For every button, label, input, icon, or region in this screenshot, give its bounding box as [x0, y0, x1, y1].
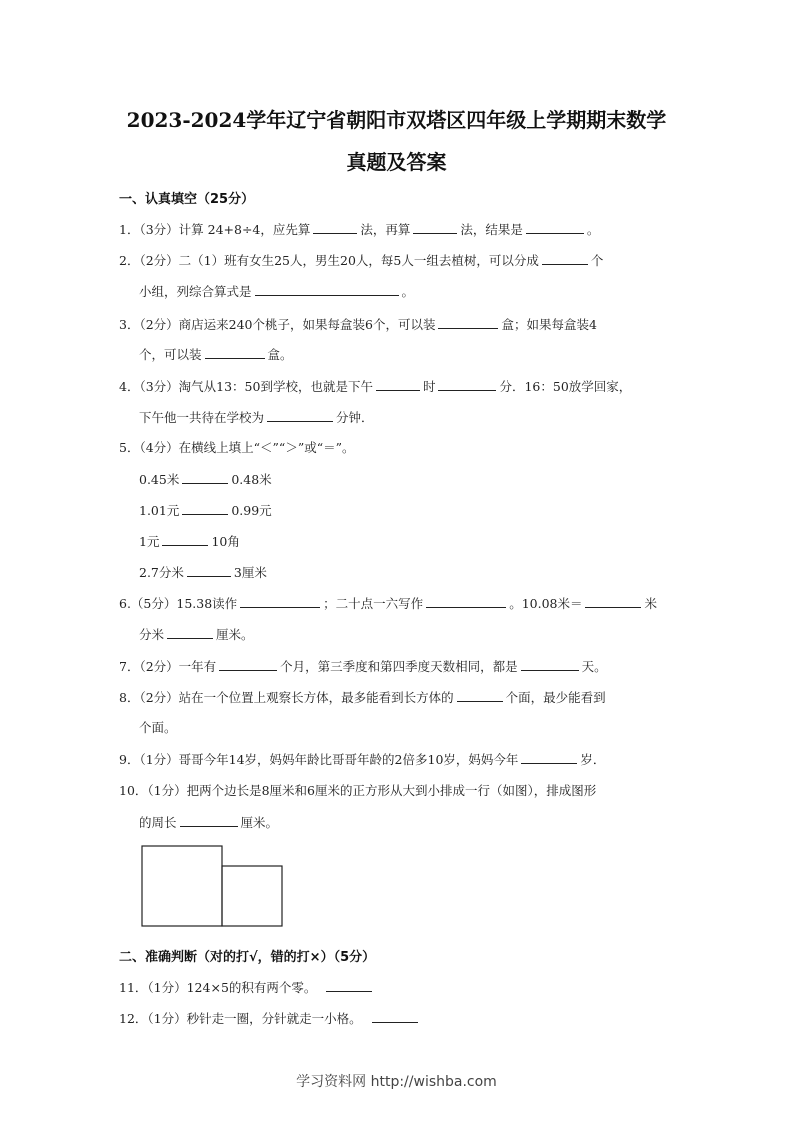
answer-blank[interactable] — [267, 407, 333, 422]
q6-text: ；二十点一六写作 — [323, 596, 424, 611]
question-2 — [119, 250, 603, 269]
answer-blank[interactable] — [162, 531, 208, 546]
q12-text: 12．（1分）秒针走一圈，分针就走一小格。 — [119, 1011, 362, 1026]
question-5-row-2 — [139, 500, 272, 519]
q6-text: 厘米。 — [216, 627, 254, 642]
q3-text: 盒；如果每盒装4 — [501, 317, 597, 332]
answer-blank[interactable] — [326, 977, 372, 992]
answer-blank[interactable] — [521, 656, 579, 671]
answer-blank[interactable] — [438, 314, 498, 329]
large-square — [142, 846, 222, 926]
answer-blank[interactable] — [182, 469, 228, 484]
answer-blank[interactable] — [585, 593, 641, 608]
answer-blank[interactable] — [180, 812, 238, 827]
q10-text: 的周长 — [139, 815, 177, 830]
answer-blank[interactable] — [526, 219, 584, 234]
answer-blank[interactable] — [182, 500, 228, 515]
q2-text: 小组，列综合算式是 — [139, 284, 252, 299]
answer-blank[interactable] — [376, 376, 420, 391]
q5-text: 0.99元 — [231, 503, 272, 518]
answer-blank[interactable] — [457, 687, 503, 702]
q2-text: 2．（2分）二（1）班有女生25人，男生20人，每5人一组去植树，可以分成 — [119, 253, 539, 268]
q6-text: 米 — [644, 596, 657, 611]
q3-text: 个，可以装 — [139, 347, 202, 362]
answer-blank[interactable] — [426, 593, 506, 608]
question-5-row-1 — [139, 469, 272, 488]
answer-blank[interactable] — [167, 624, 213, 639]
answer-blank[interactable] — [205, 344, 265, 359]
question-4-cont — [139, 407, 374, 426]
question-12 — [119, 1008, 421, 1027]
q4-text: 下午他一共待在学校为 — [139, 410, 265, 425]
q4-text: 分．16：50放学回家， — [499, 379, 632, 394]
q3-text: 3．（2分）商店运来240个桃子，如果每盒装6个，可以装 — [119, 317, 436, 332]
answer-blank[interactable] — [438, 376, 496, 391]
q1-text: 1．（3分）计算 24+8÷4，应先算 — [119, 222, 311, 237]
q3-text: 盒。 — [267, 347, 293, 362]
section-1-heading: 一、认真填空（25分） — [119, 192, 255, 207]
question-4 — [119, 376, 631, 395]
question-1 — [119, 219, 599, 238]
q8-text: 8．（2分）站在一个位置上观察长方体，最多能看到长方体的 — [119, 690, 454, 705]
small-square — [222, 866, 282, 926]
q7-text: 7．（2分）一年有 — [119, 659, 217, 674]
question-3 — [119, 314, 597, 333]
q5-text: 3厘米 — [233, 565, 267, 580]
q5-text: 2.7分米 — [139, 565, 184, 580]
q7-text: 天。 — [581, 659, 607, 674]
q5-text: 10角 — [211, 534, 240, 549]
question-10: 10．（1分）把两个边长是8厘米和6厘米的正方形从大到小排成一行（如图），排成图形 — [119, 783, 597, 798]
q4-text: 4．（3分）淘气从13：50到学校，也就是下午 — [119, 379, 373, 394]
q5-text: 0.48米 — [231, 472, 272, 487]
q9-text: 岁． — [580, 752, 606, 767]
two-squares-figure — [141, 845, 286, 929]
q4-text: 分钟． — [336, 410, 374, 425]
question-5: 5．（4分）在横线上填上“＜”“＞”或“＝”。 — [119, 440, 355, 455]
q4-text: 时 — [422, 379, 436, 394]
question-6-cont — [139, 624, 254, 643]
q6-text: 。10.08米＝ — [509, 596, 583, 611]
question-6 — [119, 593, 657, 612]
answer-blank[interactable] — [542, 250, 588, 265]
question-5-row-3 — [139, 531, 240, 550]
title-line-1: 2023-2024学年辽宁省朝阳市双塔区四年级上学期期末数学 — [126, 108, 667, 132]
q2-text: 个 — [590, 253, 604, 268]
q5-text: 0.45米 — [139, 472, 180, 487]
title-line-2: 真题及答案 — [346, 150, 447, 174]
q6-text: 分米 — [139, 627, 165, 642]
q10-text: 厘米。 — [240, 815, 279, 830]
answer-blank[interactable] — [187, 562, 231, 577]
question-3-cont — [139, 344, 293, 363]
answer-blank[interactable] — [255, 281, 399, 296]
q9-text: 9．（1分）哥哥今年14岁，妈妈年龄比哥哥年龄的2倍多10岁，妈妈今年 — [119, 752, 519, 767]
question-5-row-4 — [139, 562, 267, 581]
question-9 — [119, 749, 605, 768]
section-2-heading: 二、准确判断（对的打√，错的打×）（5分） — [119, 950, 376, 965]
q1-text: 法，结果是 — [460, 222, 523, 237]
q7-text: 个月，第三季度和第四季度天数相同，都是 — [280, 659, 518, 674]
q5-text: 1.01元 — [139, 503, 180, 518]
footer-watermark: 学习资料网 http://wishba.com — [296, 1074, 497, 1090]
q6-text: 6.（5分）15.38读作 — [119, 596, 238, 611]
question-8 — [119, 687, 606, 706]
question-11 — [119, 977, 375, 996]
q2-text: 。 — [401, 284, 415, 299]
answer-blank[interactable] — [413, 219, 457, 234]
question-7 — [119, 656, 607, 675]
question-10-cont — [139, 812, 278, 831]
question-8-cont: 个面。 — [139, 720, 177, 735]
answer-blank[interactable] — [372, 1008, 418, 1023]
answer-blank[interactable] — [521, 749, 577, 764]
q1-text: 法，再算 — [360, 222, 411, 237]
question-2-cont — [139, 281, 414, 300]
q11-text: 11．（1分）124×5的积有两个零。 — [119, 980, 317, 995]
answer-blank[interactable] — [313, 219, 357, 234]
q8-text: 个面，最少能看到 — [505, 690, 606, 705]
answer-blank[interactable] — [240, 593, 320, 608]
answer-blank[interactable] — [219, 656, 277, 671]
q1-text: 。 — [586, 222, 600, 237]
q5-text: 1元 — [139, 534, 160, 549]
